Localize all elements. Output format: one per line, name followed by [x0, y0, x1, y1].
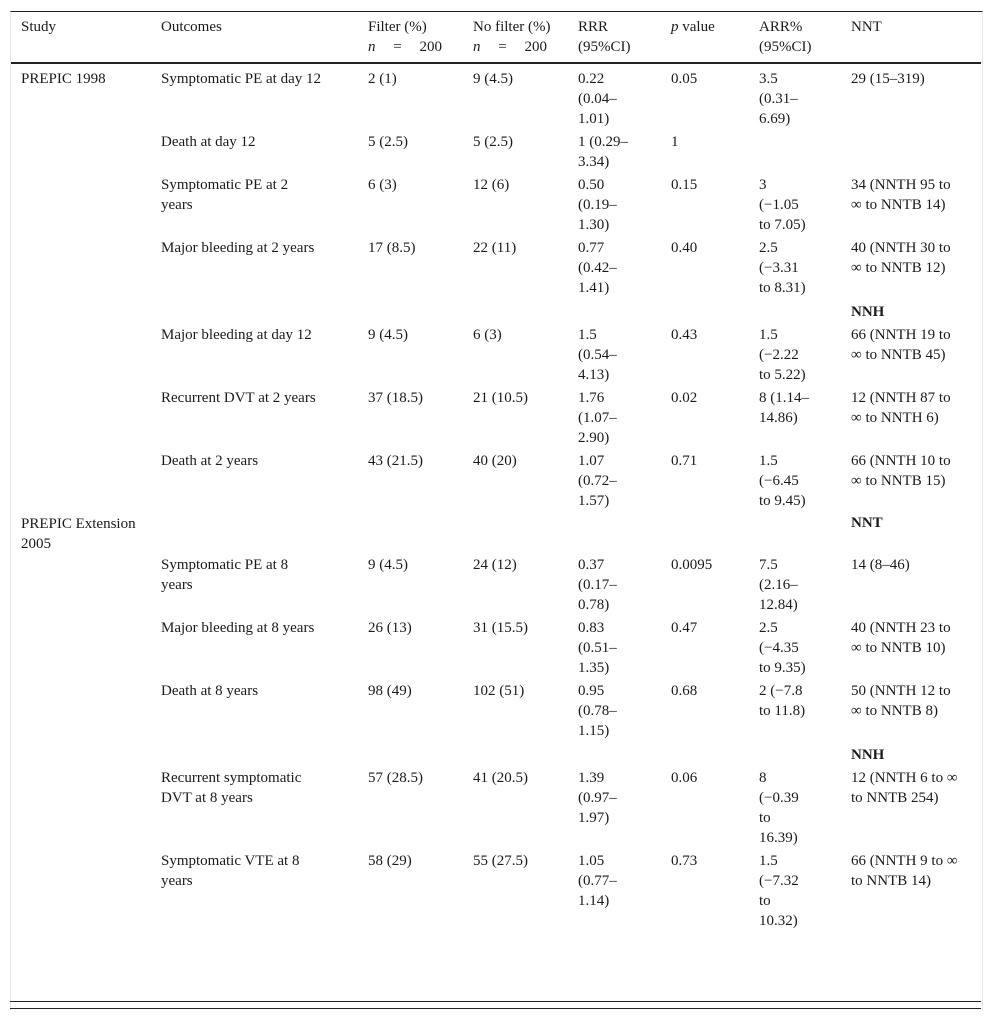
cell-p-value-text: 0.40	[671, 240, 698, 256]
cell-filter	[368, 767, 473, 850]
cell-outcome-text: Major bleeding at day 12	[161, 327, 312, 343]
nnt-subheader: NNH	[851, 304, 885, 320]
cell-rrr	[578, 174, 671, 237]
header-no-filter	[473, 12, 578, 63]
cell-empty	[578, 743, 671, 767]
cell-rrr-text: 0.37 (0.17–0.78)	[578, 557, 617, 613]
cell-arr	[759, 850, 851, 933]
cell-rrr	[578, 131, 671, 174]
cell-no-filter	[473, 554, 578, 617]
cell-filter	[368, 237, 473, 300]
cell-p-value-text: 0.02	[671, 390, 698, 406]
cell-nnt	[851, 387, 981, 450]
table-body	[11, 63, 981, 933]
cell-arr-text: 1.5 (−7.32 to 10.32)	[759, 853, 799, 929]
cell-study-empty	[11, 743, 161, 767]
cell-arr-text: 2.5 (−4.35 to 9.35)	[759, 620, 806, 676]
cell-p-value	[671, 850, 759, 933]
cell-rrr	[578, 680, 671, 743]
cell-arr	[759, 767, 851, 850]
cell-nnt-text: 66 (NNTH 9 to ∞ to NNTB 14)	[851, 853, 958, 889]
cell-no-filter	[473, 131, 578, 174]
cell-p-value	[671, 324, 759, 387]
cell-outcome	[161, 450, 368, 513]
header-outcomes: Outcomes	[161, 19, 222, 35]
bottom-rule-secondary	[10, 1008, 981, 1009]
cell-arr	[759, 554, 851, 617]
cell-p-value	[671, 450, 759, 513]
cell-nnt-text: 34 (NNTH 95 to ∞ to NNTB 14)	[851, 177, 951, 213]
cell-nnt-text: 14 (8–46)	[851, 557, 910, 573]
study-name: PREPIC Extension 2005	[21, 516, 136, 552]
cell-p-value	[671, 63, 759, 131]
subheader-row	[11, 743, 981, 767]
cell-nnt	[851, 450, 981, 513]
cell-no-filter-text: 21 (10.5)	[473, 390, 528, 406]
cell-empty	[759, 513, 851, 554]
cell-arr-text: 7.5 (2.16–12.84)	[759, 557, 798, 613]
cell-arr	[759, 131, 851, 174]
cell-p-value	[671, 237, 759, 300]
cell-empty	[578, 300, 671, 324]
cell-p-value	[671, 554, 759, 617]
cell-arr-text: 1.5 (−6.45 to 9.45)	[759, 453, 806, 509]
cell-p-value-text: 0.06	[671, 770, 698, 786]
cell-nnt-text: 50 (NNTH 12 to ∞ to NNTB 8)	[851, 683, 951, 719]
cell-no-filter	[473, 63, 578, 131]
cell-outcome	[161, 850, 368, 933]
cell-rrr-text: 0.50 (0.19–1.30)	[578, 177, 617, 233]
cell-rrr	[578, 237, 671, 300]
cell-no-filter-text: 24 (12)	[473, 557, 517, 573]
cell-nnt-text: 66 (NNTH 10 to ∞ to NNTB 15)	[851, 453, 951, 489]
cell-nnt-text: 40 (NNTH 30 to ∞ to NNTB 12)	[851, 240, 951, 276]
cell-empty	[368, 743, 473, 767]
cell-study-empty	[11, 387, 161, 450]
cell-filter-text: 9 (4.5)	[368, 327, 408, 343]
cell-study-empty	[11, 554, 161, 617]
table-row	[11, 554, 981, 617]
cell-no-filter	[473, 174, 578, 237]
cell-filter	[368, 554, 473, 617]
cell-no-filter-text: 22 (11)	[473, 240, 517, 256]
cell-rrr-text: 0.22 (0.04–1.01)	[578, 71, 617, 127]
cell-no-filter-text: 55 (27.5)	[473, 853, 528, 869]
cell-p-value-text: 0.15	[671, 177, 698, 193]
cell-filter	[368, 850, 473, 933]
cell-outcome	[161, 617, 368, 680]
table-row	[11, 680, 981, 743]
cell-study-empty	[11, 767, 161, 850]
cell-nnt-text: 40 (NNTH 23 to ∞ to NNTB 10)	[851, 620, 951, 656]
cell-study-empty	[11, 324, 161, 387]
cell-outcome-text: Death at 8 years	[161, 683, 259, 699]
cell-rrr	[578, 767, 671, 850]
cell-outcome	[161, 324, 368, 387]
header-no-filter-n: n = 200	[473, 39, 547, 55]
cell-outcome-text: Major bleeding at 8 years	[161, 620, 315, 636]
cell-rrr	[578, 450, 671, 513]
cell-no-filter-text: 6 (3)	[473, 327, 502, 343]
cell-outcome-text: Recurrent symptomatic DVT at 8 years	[161, 770, 302, 806]
cell-rrr	[578, 617, 671, 680]
cell-empty	[759, 300, 851, 324]
cell-outcome	[161, 131, 368, 174]
cell-filter	[368, 680, 473, 743]
cell-filter-text: 6 (3)	[368, 177, 397, 193]
header-filter-label: Filter (%)	[368, 19, 427, 35]
cell-arr-text: 3 (−1.05 to 7.05)	[759, 177, 806, 233]
cell-study-empty	[11, 237, 161, 300]
cell-rrr-text: 1.76 (1.07–2.90)	[578, 390, 617, 446]
cell-empty	[368, 300, 473, 324]
cell-study-empty	[11, 680, 161, 743]
table-row	[11, 63, 981, 131]
cell-nnt-text: 12 (NNTH 87 to ∞ to NNTH 6)	[851, 390, 951, 426]
cell-filter-text: 17 (8.5)	[368, 240, 416, 256]
cell-empty	[161, 513, 368, 554]
cell-p-value-text: 0.71	[671, 453, 698, 469]
cell-study	[11, 513, 161, 554]
cell-filter-text: 43 (21.5)	[368, 453, 423, 469]
cell-p-value	[671, 767, 759, 850]
cell-rrr-text: 0.95 (0.78–1.15)	[578, 683, 617, 739]
cell-p-value-text: 0.73	[671, 853, 698, 869]
cell-arr	[759, 617, 851, 680]
cell-filter-text: 9 (4.5)	[368, 557, 408, 573]
cell-rrr-text: 1.07 (0.72–1.57)	[578, 453, 617, 509]
cell-filter	[368, 387, 473, 450]
cell-nnt-text: 12 (NNTH 6 to ∞ to NNTB 254)	[851, 770, 958, 806]
study-name: PREPIC 1998	[21, 71, 106, 87]
cell-rrr-text: 1.05 (0.77–1.14)	[578, 853, 617, 909]
cell-arr	[759, 680, 851, 743]
cell-arr	[759, 324, 851, 387]
cell-outcome	[161, 767, 368, 850]
cell-outcome	[161, 174, 368, 237]
cell-filter-text: 57 (28.5)	[368, 770, 423, 786]
cell-nnt	[851, 767, 981, 850]
header-nnt: NNT	[851, 19, 882, 35]
results-table	[11, 12, 981, 933]
cell-rrr	[578, 63, 671, 131]
cell-nnt	[851, 617, 981, 680]
cell-nnt	[851, 850, 981, 933]
table-row	[11, 617, 981, 680]
table-row	[11, 237, 981, 300]
cell-p-value-text: 0.68	[671, 683, 698, 699]
cell-p-value	[671, 617, 759, 680]
cell-outcome-text: Recurrent DVT at 2 years	[161, 390, 316, 406]
cell-no-filter	[473, 324, 578, 387]
cell-nnt	[851, 680, 981, 743]
cell-filter-text: 2 (1)	[368, 71, 397, 87]
cell-filter-text: 58 (29)	[368, 853, 412, 869]
table-row	[11, 767, 981, 850]
cell-no-filter-text: 9 (4.5)	[473, 71, 513, 87]
cell-empty	[473, 300, 578, 324]
header-arr: ARR% (95%CI)	[759, 19, 812, 55]
cell-no-filter-text: 31 (15.5)	[473, 620, 528, 636]
table-row	[11, 387, 981, 450]
cell-study-empty	[11, 850, 161, 933]
cell-p-value-text: 0.43	[671, 327, 698, 343]
cell-outcome-text: Death at day 12	[161, 134, 256, 150]
cell-no-filter	[473, 450, 578, 513]
cell-arr-text: 1.5 (−2.22 to 5.22)	[759, 327, 806, 383]
cell-no-filter	[473, 237, 578, 300]
cell-rrr-text: 1.5 (0.54–4.13)	[578, 327, 617, 383]
table-row	[11, 850, 981, 933]
cell-empty	[671, 300, 759, 324]
table-row	[11, 450, 981, 513]
cell-filter-text: 98 (49)	[368, 683, 412, 699]
nnt-subheader: NNT	[851, 515, 883, 531]
cell-nnt	[851, 324, 981, 387]
cell-no-filter	[473, 680, 578, 743]
cell-outcome-text: Major bleeding at 2 years	[161, 240, 315, 256]
cell-empty	[161, 743, 368, 767]
cell-study-empty	[11, 450, 161, 513]
cell-no-filter-text: 102 (51)	[473, 683, 525, 699]
cell-no-filter-text: 41 (20.5)	[473, 770, 528, 786]
cell-p-value-text: 0.0095	[671, 557, 713, 573]
cell-empty	[161, 300, 368, 324]
cell-nnt-text: 66 (NNTH 19 to ∞ to NNTB 45)	[851, 327, 951, 363]
cell-p-value-text: 1	[671, 134, 679, 150]
header-p-value: p value	[671, 19, 715, 35]
cell-study-empty	[11, 131, 161, 174]
cell-arr-text: 8 (−0.39 to 16.39)	[759, 770, 799, 846]
cell-arr-text: 2 (−7.8 to 11.8)	[759, 683, 806, 719]
cell-rrr	[578, 324, 671, 387]
cell-p-value	[671, 131, 759, 174]
subheader-row	[11, 513, 981, 554]
table-row	[11, 324, 981, 387]
header-row	[11, 12, 981, 63]
cell-rrr-text: 0.77 (0.42–1.41)	[578, 240, 617, 296]
cell-study-empty	[11, 174, 161, 237]
cell-outcome-text: Symptomatic PE at day 12	[161, 71, 321, 87]
cell-rrr-text: 1.39 (0.97–1.97)	[578, 770, 617, 826]
cell-empty	[473, 743, 578, 767]
cell-outcome	[161, 63, 368, 131]
cell-no-filter	[473, 387, 578, 450]
cell-empty	[473, 513, 578, 554]
cell-no-filter-text: 12 (6)	[473, 177, 510, 193]
table-row	[11, 131, 981, 174]
cell-outcome-text: Symptomatic PE at 2 years	[161, 177, 289, 213]
cell-filter	[368, 63, 473, 131]
cell-arr	[759, 174, 851, 237]
header-rrr: RRR (95%CI)	[578, 19, 631, 55]
cell-p-value	[671, 680, 759, 743]
cell-outcome	[161, 554, 368, 617]
cell-arr	[759, 450, 851, 513]
cell-p-value	[671, 387, 759, 450]
cell-p-value-text: 0.05	[671, 71, 698, 87]
subheader-row	[11, 300, 981, 324]
cell-rrr-text: 0.83 (0.51–1.35)	[578, 620, 617, 676]
cell-study	[11, 63, 161, 131]
cell-filter-text: 5 (2.5)	[368, 134, 408, 150]
cell-arr-text: 3.5 (0.31–6.69)	[759, 71, 798, 127]
cell-outcome-text: Symptomatic PE at 8 years	[161, 557, 289, 593]
cell-study-empty	[11, 617, 161, 680]
cell-nnt	[851, 63, 981, 131]
header-filter-n: n = 200	[368, 39, 442, 55]
cell-empty	[759, 743, 851, 767]
cell-filter	[368, 617, 473, 680]
nnt-subheader: NNH	[851, 747, 885, 763]
header-filter	[368, 12, 473, 63]
cell-filter	[368, 450, 473, 513]
cell-rrr	[578, 554, 671, 617]
cell-outcome	[161, 237, 368, 300]
cell-filter	[368, 131, 473, 174]
bottom-rule	[10, 1001, 981, 1002]
cell-nnt	[851, 237, 981, 300]
cell-study-empty	[11, 300, 161, 324]
cell-nnt	[851, 131, 981, 174]
cell-no-filter-text: 40 (20)	[473, 453, 517, 469]
cell-filter-text: 26 (13)	[368, 620, 412, 636]
cell-empty	[578, 513, 671, 554]
cell-filter	[368, 174, 473, 237]
cell-empty	[368, 513, 473, 554]
cell-arr-text: 8 (1.14–14.86)	[759, 390, 809, 426]
cell-outcome-text: Death at 2 years	[161, 453, 259, 469]
cell-no-filter	[473, 850, 578, 933]
cell-arr-text: 2.5 (−3.31 to 8.31)	[759, 240, 806, 296]
cell-empty	[671, 743, 759, 767]
cell-filter	[368, 324, 473, 387]
header-no-filter-label: No filter (%)	[473, 19, 551, 35]
cell-p-value-text: 0.47	[671, 620, 698, 636]
cell-arr	[759, 63, 851, 131]
cell-no-filter	[473, 617, 578, 680]
cell-rrr-text: 1 (0.29–3.34)	[578, 134, 628, 170]
cell-rrr	[578, 387, 671, 450]
table-row	[11, 174, 981, 237]
cell-nnt	[851, 174, 981, 237]
cell-nnt-text: 29 (15–319)	[851, 71, 925, 87]
header-study: Study	[21, 19, 57, 35]
cell-outcome	[161, 680, 368, 743]
cell-no-filter	[473, 767, 578, 850]
cell-no-filter-text: 5 (2.5)	[473, 134, 513, 150]
cell-p-value	[671, 174, 759, 237]
cell-arr	[759, 387, 851, 450]
cell-nnt	[851, 554, 981, 617]
cell-empty	[671, 513, 759, 554]
cell-outcome-text: Symptomatic VTE at 8 years	[161, 853, 300, 889]
cell-outcome	[161, 387, 368, 450]
cell-arr	[759, 237, 851, 300]
cell-rrr	[578, 850, 671, 933]
cell-filter-text: 37 (18.5)	[368, 390, 423, 406]
